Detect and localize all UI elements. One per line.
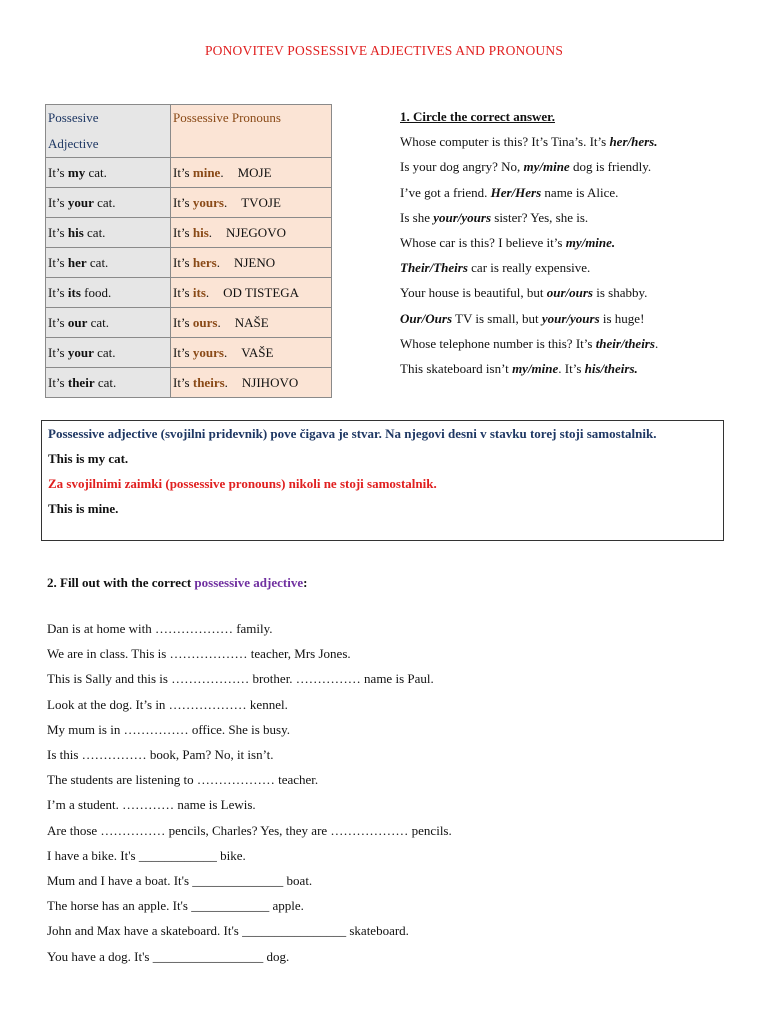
exercise-2-line: Look at the dog. It’s in ……………… kennel. xyxy=(47,696,288,712)
pron-prefix: It’s xyxy=(173,224,193,240)
exercise-2-line: Mum and I have a boat. It's ______________ boat. xyxy=(47,873,313,889)
adjective-cell xyxy=(46,338,171,368)
sentence-text: I’ve got a friend. xyxy=(400,184,491,200)
exercise-1-line xyxy=(400,356,658,381)
exercise-1-line xyxy=(400,255,658,280)
exercise-1-line xyxy=(400,280,658,305)
adj-suffix: food. xyxy=(80,284,112,300)
table-header-row xyxy=(46,105,332,158)
pronoun-cell xyxy=(171,248,332,278)
pron-suffix: . xyxy=(216,254,220,270)
pron-word: hers xyxy=(192,254,217,270)
slovene-translation: VAŠE xyxy=(241,344,274,360)
adj-suffix: cat. xyxy=(86,254,109,270)
pron-suffix: . xyxy=(220,164,224,180)
adj-word: his xyxy=(67,224,84,240)
exercise-1-lines xyxy=(400,129,658,381)
sentence-text: . It’s xyxy=(558,361,585,377)
pronoun-cell xyxy=(171,188,332,218)
answer-choice[interactable]: Our/Ours xyxy=(400,310,453,326)
adjective-cell xyxy=(46,218,171,248)
exercise-2-line: Dan is at home with ……………… family. xyxy=(47,621,273,636)
exercise-2-line: This is Sally and this is ……………… brother. …………… name is Paul. xyxy=(47,671,434,687)
slovene-translation: NJIHOVO xyxy=(241,374,299,390)
pron-word: its xyxy=(192,284,206,300)
sentence-text: dog is friendly. xyxy=(569,159,652,175)
table-row xyxy=(46,188,332,218)
pron-prefix: It’s xyxy=(173,284,193,300)
slovene-translation: NJEGOVO xyxy=(226,224,286,240)
header-possessive-adjective xyxy=(46,105,171,158)
answer-choice[interactable]: my/mine xyxy=(512,361,559,377)
adj-word: your xyxy=(67,194,94,210)
answer-choice[interactable]: your/yours xyxy=(433,209,492,225)
note-line-1: Possessive adjective (svojilni pridevnik) pove čigava je stvar. Na njegovi desni v stavku torej stoji samostalnik. xyxy=(48,426,657,441)
exercise-1-heading: 1. Circle the correct answer. xyxy=(400,109,555,124)
pron-suffix: . xyxy=(217,314,221,330)
table-row xyxy=(46,338,332,368)
grammar-note-box xyxy=(41,420,724,541)
sentence-text: name is Alice. xyxy=(541,184,619,200)
exercise-1-line xyxy=(400,306,658,331)
pronoun-cell xyxy=(171,158,332,188)
adj-prefix: It’s xyxy=(48,374,68,390)
adj-word: your xyxy=(67,344,94,360)
sentence-text: Whose telephone number is this? It’s xyxy=(400,335,596,351)
page-title: PONOVITEV POSSESSIVE ADJECTIVES AND PRONOUNS xyxy=(204,43,564,58)
adj-suffix: cat. xyxy=(93,344,116,360)
adjective-cell xyxy=(46,248,171,278)
adj-prefix: It’s xyxy=(48,224,68,240)
exercise-2-line: The students are listening to ……………… teacher. xyxy=(47,772,319,788)
pron-prefix: It’s xyxy=(173,374,193,390)
adjective-cell xyxy=(46,188,171,218)
adj-prefix: It’s xyxy=(48,314,68,330)
answer-choice[interactable]: her/hers. xyxy=(609,134,658,150)
adj-word: our xyxy=(67,314,88,330)
pron-suffix: . xyxy=(223,344,228,360)
pron-word: mine xyxy=(192,164,221,180)
adjective-cell xyxy=(46,278,171,308)
adj-word: its xyxy=(67,284,81,300)
slovene-translation: MOJE xyxy=(237,164,272,180)
adj-prefix: It’s xyxy=(48,284,68,300)
answer-choice[interactable]: your/yours xyxy=(541,310,600,326)
table-row xyxy=(46,368,332,398)
table-row xyxy=(46,308,332,338)
slovene-translation: NAŠE xyxy=(234,314,269,330)
table-row xyxy=(46,158,332,188)
sentence-text: car is really expensive. xyxy=(467,260,591,276)
sentence-text: Is your dog angry? No, xyxy=(400,159,524,175)
exercise-1-line xyxy=(400,230,658,255)
sentence-text: Whose car is this? I believe it’s xyxy=(400,235,566,251)
table-row xyxy=(46,248,332,278)
exercise-2-heading-pre: 2. Fill out with the correct xyxy=(47,575,195,590)
exercise-2-line: You have a dog. It's _________________ dog. xyxy=(47,948,290,964)
exercise-2-line: We are in class. This is ……………… teacher, Mrs Jones. xyxy=(47,646,351,662)
pron-prefix: It’s xyxy=(173,194,193,210)
adjective-cell xyxy=(46,308,171,338)
adj-prefix: It’s xyxy=(48,254,68,270)
exercise-2-line: I’m a student. ………… name is Lewis. xyxy=(47,797,256,813)
adj-word: their xyxy=(67,374,95,390)
adj-word: her xyxy=(67,254,87,270)
sentence-text: TV is small, but xyxy=(452,310,542,326)
slovene-translation: NJENO xyxy=(233,254,276,270)
pron-word: ours xyxy=(192,314,218,330)
header-adj-line1: Possesive xyxy=(48,110,99,125)
header-adj-line2: Adjective xyxy=(48,136,99,151)
adj-suffix: cat. xyxy=(83,224,106,240)
exercise-1-line xyxy=(400,154,658,179)
exercise-2-heading-keyword: possessive adjective xyxy=(194,575,304,590)
header-possessive-pronouns: Possessive Pronouns xyxy=(171,105,332,158)
answer-choice[interactable]: Her/Hers xyxy=(490,184,542,200)
answer-choice[interactable]: their/theirs xyxy=(595,335,655,351)
sentence-text: . xyxy=(654,335,659,351)
answer-choice[interactable]: his/theirs. xyxy=(584,361,638,377)
table-row xyxy=(46,278,332,308)
adjective-cell xyxy=(46,368,171,398)
pron-prefix: It’s xyxy=(173,344,193,360)
adj-word: my xyxy=(67,164,86,180)
note-line-3: Za svojilnimi zaimki (possessive pronouns) nikoli ne stoji samostalnik. xyxy=(48,476,437,491)
pron-word: yours xyxy=(192,344,224,360)
pron-word: theirs xyxy=(192,374,225,390)
adj-suffix: cat. xyxy=(85,164,107,180)
pron-prefix: It’s xyxy=(173,254,193,270)
pronoun-cell xyxy=(171,368,332,398)
exercise-1 xyxy=(400,104,658,381)
pronoun-cell xyxy=(171,308,332,338)
pron-suffix: . xyxy=(224,374,228,390)
pron-prefix: It’s xyxy=(173,314,193,330)
answer-choice[interactable]: my/mine. xyxy=(565,235,616,251)
pron-suffix: . xyxy=(208,224,213,240)
note-line-2: This is my cat. xyxy=(48,451,129,466)
table-row xyxy=(46,218,332,248)
exercise-2-line: The horse has an apple. It's ____________ apple. xyxy=(47,898,304,914)
pronoun-cell xyxy=(171,278,332,308)
adjective-cell xyxy=(46,158,171,188)
adj-suffix: cat. xyxy=(93,194,116,210)
answer-choice[interactable]: our/ours xyxy=(546,285,593,301)
sentence-text: Is she xyxy=(400,209,434,225)
pron-suffix: . xyxy=(205,284,210,300)
sentence-text: Whose computer is this? It’s Tina’s. It’s xyxy=(400,134,610,150)
exercise-1-line xyxy=(400,180,658,205)
exercise-2-heading-post: : xyxy=(303,575,308,590)
adj-suffix: cat. xyxy=(87,314,110,330)
sentence-text: is huge! xyxy=(599,310,645,326)
exercise-2-line: John and Max have a skateboard. It's ________________ skateboard. xyxy=(47,923,409,939)
answer-choice[interactable]: Their/Theirs xyxy=(400,260,468,276)
exercise-2-lines xyxy=(47,616,452,969)
exercise-2-line: I have a bike. It's ____________ bike. xyxy=(47,847,246,863)
exercise-1-line xyxy=(400,331,658,356)
adj-prefix: It’s xyxy=(48,164,68,180)
exercise-2-line: Is this …………… book, Pam? No, it isn’t. xyxy=(47,747,274,763)
exercise-2-line: My mum is in …………… office. She is busy. xyxy=(47,721,291,737)
sentence-text: sister? Yes, she is. xyxy=(491,209,589,225)
adj-prefix: It’s xyxy=(48,344,68,360)
exercise-1-line xyxy=(400,129,658,154)
pron-prefix: It’s xyxy=(173,164,193,180)
exercise-2-heading xyxy=(47,575,307,591)
slovene-translation: TVOJE xyxy=(241,194,281,210)
pronoun-cell xyxy=(171,338,332,368)
exercise-1-line xyxy=(400,205,658,230)
adj-suffix: cat. xyxy=(94,374,117,390)
pron-suffix: . xyxy=(223,194,228,210)
pron-word: yours xyxy=(192,194,224,210)
adj-prefix: It’s xyxy=(48,194,68,210)
sentence-text: Your house is beautiful, but xyxy=(400,285,547,301)
sentence-text: This skateboard isn’t xyxy=(400,361,513,377)
sentence-text: is shabby. xyxy=(592,285,648,301)
pron-word: his xyxy=(192,224,209,240)
possessives-table xyxy=(45,104,332,398)
note-line-4: This is mine. xyxy=(48,501,119,516)
slovene-translation: OD TISTEGA xyxy=(223,284,300,300)
pronoun-cell xyxy=(171,218,332,248)
answer-choice[interactable]: my/mine xyxy=(523,159,570,175)
exercise-2-line: Are those …………… pencils, Charles? Yes, they are ……………… pencils. xyxy=(47,822,452,838)
